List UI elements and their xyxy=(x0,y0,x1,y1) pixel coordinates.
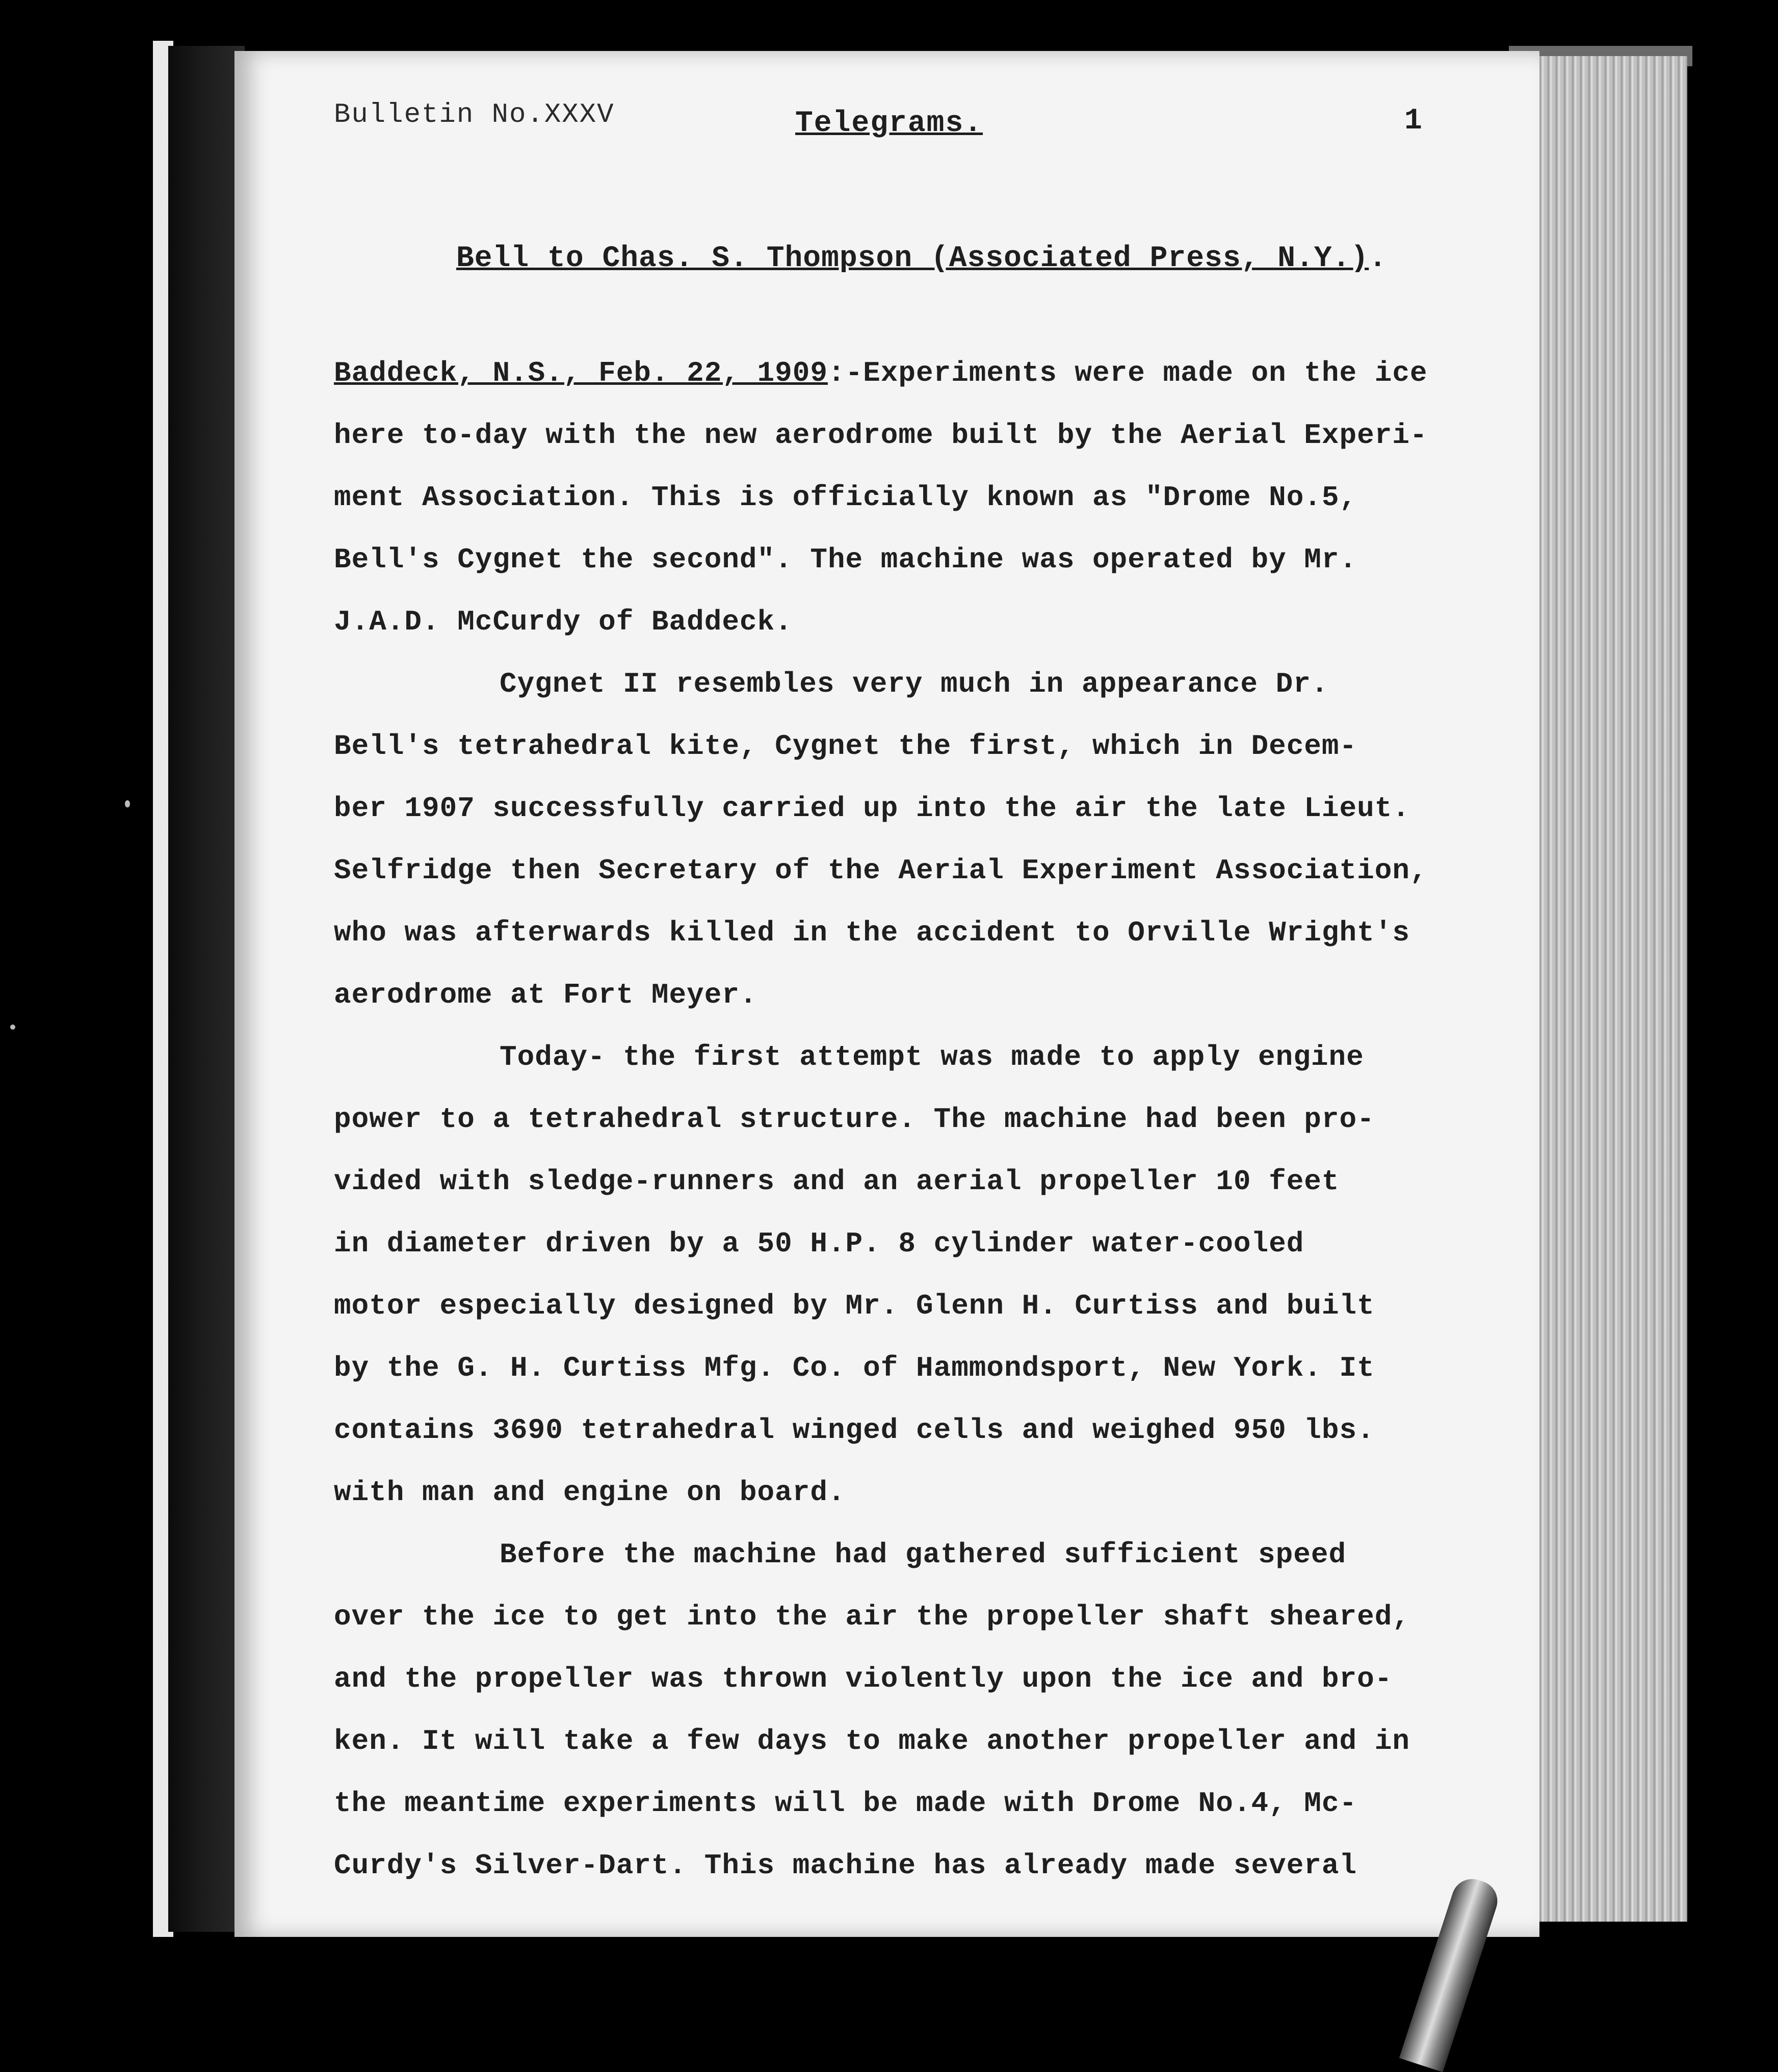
body-line: power to a tetrahedral structure. The machine had been pro- xyxy=(334,1103,1375,1136)
body-line: Cygnet II resembles very much in appearance Dr. xyxy=(500,668,1329,700)
telegram-title-period: . xyxy=(1369,242,1388,275)
body-line: who was afterwards killed in the accident to Orville Wright's xyxy=(334,916,1410,949)
telegram-title xyxy=(456,242,1387,275)
dateline: Baddeck, N.S., Feb. 22, 1909 xyxy=(334,357,828,389)
body-line: Before the machine had gathered sufficient speed xyxy=(500,1538,1347,1571)
body-line xyxy=(334,357,1428,389)
body-line: motor especially designed by Mr. Glenn H. Curtiss and built xyxy=(334,1290,1375,1322)
body-line: and the propeller was thrown violently upon the ice and bro- xyxy=(334,1663,1393,1695)
book-spine-shadow xyxy=(168,46,245,1932)
telegram-title-text: Bell to Chas. S. Thompson (Associated Press, N.Y.) xyxy=(456,242,1369,275)
body-line: in diameter driven by a 50 H.P. 8 cylinder water-cooled xyxy=(334,1227,1304,1260)
body-line: here to-day with the new aerodrome built by the Aerial Experi- xyxy=(334,419,1428,452)
body-line: contains 3690 tetrahedral winged cells and weighed 950 lbs. xyxy=(334,1414,1375,1447)
body-line: Bell's Cygnet the second". The machine was operated by Mr. xyxy=(334,543,1357,576)
page-number: 1 xyxy=(1404,104,1422,138)
body-line: Bell's tetrahedral kite, Cygnet the first, which in Decem- xyxy=(334,730,1357,763)
body-line: Today- the first attempt was made to apply engine xyxy=(500,1041,1364,1073)
scan-speck xyxy=(125,800,130,807)
body-line: by the G. H. Curtiss Mfg. Co. of Hammondsport, New York. It xyxy=(334,1352,1375,1384)
body-line: ment Association. This is officially known as "Drome No.5, xyxy=(334,481,1357,514)
bulletin-number: Bulletin No.XXXV xyxy=(334,99,615,130)
page-stack-edge xyxy=(1529,56,1687,1922)
body-line: Selfridge then Secretary of the Aerial Experiment Association, xyxy=(334,854,1428,887)
body-line: the meantime experiments will be made with Drome No.4, Mc- xyxy=(334,1787,1357,1820)
body-line: ken. It will take a few days to make another propeller and in xyxy=(334,1725,1410,1758)
body-line: vided with sledge-runners and an aerial propeller 10 feet xyxy=(334,1165,1340,1198)
body-line: aerodrome at Fort Meyer. xyxy=(334,979,757,1011)
body-line: with man and engine on board. xyxy=(334,1476,846,1509)
body-line: over the ice to get into the air the propeller shaft sheared, xyxy=(334,1601,1410,1633)
body-line: J.A.D. McCurdy of Baddeck. xyxy=(334,606,793,638)
body-line-text: :-Experiments were made on the ice xyxy=(827,357,1428,389)
body-line: ber 1907 successfully carried up into the air the late Lieut. xyxy=(334,792,1410,825)
scan-speck xyxy=(10,1025,15,1030)
body-line: Curdy's Silver-Dart. This machine has already made several xyxy=(334,1849,1357,1882)
section-heading: Telegrams. xyxy=(795,107,983,140)
